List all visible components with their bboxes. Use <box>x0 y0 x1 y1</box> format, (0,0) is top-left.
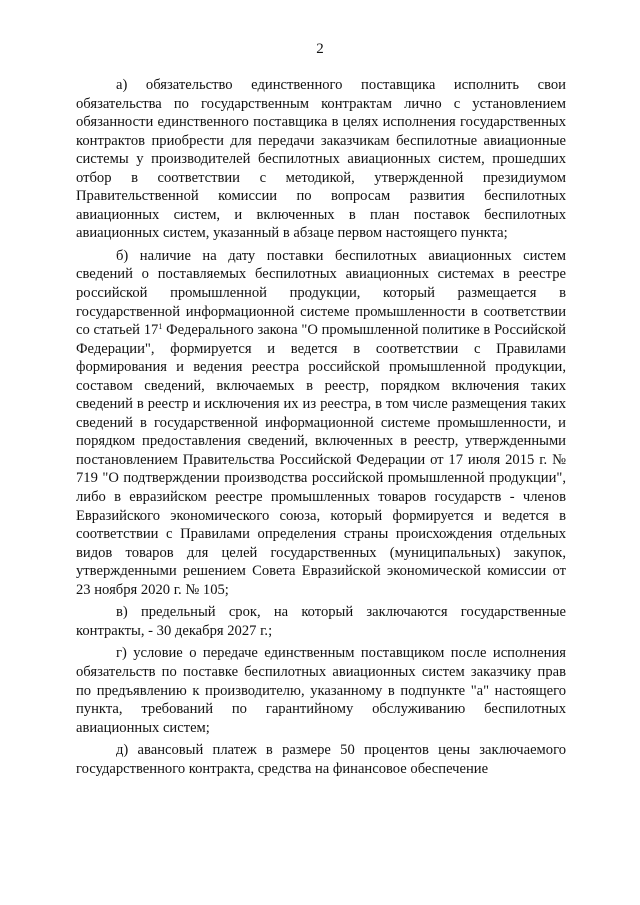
paragraph-b <box>76 247 566 599</box>
paragraph-g: г) условие о передаче единственным поставщиком после исполнения обязательств по поставке беспилотных авиационных систем заказчику прав по предъявлению к производителю, указанному в подпункте "а" настоящего пункта, требований по гарантийному обслуживанию беспилотных авиационных систем; <box>76 645 566 736</box>
paragraph-b-text-2: Федерального закона "О промышленной политике в Российской Федерации", формируется и ведется в соответствии с Правилами формирования и ведения реестра российской промышленной продукции, составом сведений, включаемых в реестр, порядком включения таких сведений в реестр и исключения их из реестра, в том числе размещения таких сведений в государственной информационной системе промышленности, и порядком предоставления сведений, включенных в реестр, утвержденными постановлением Правительства Российской Федерации от 17 июля 2015 г. № 719 "О подтверждении производства российской промышленной продукции", либо в евразийском реестре промышленных товаров государств - членов Евразийского экономического союза, который формируется и ведется в соответствии с Правилами определения страны происхождения отдельных видов товаров для целей государственных (муниципальных) закупок, утвержденными решением Совета Евразийской экономической комиссии от 23 ноября 2020 г. № 105; <box>76 322 566 598</box>
superscript-mark: 1 <box>158 322 163 332</box>
paragraph-d: д) авансовый платеж в размере 50 процентов цены заключаемого государственного контракта, средства на финансовое обеспечение <box>76 742 566 777</box>
document-body <box>76 76 566 778</box>
page-number: 2 <box>316 41 324 57</box>
paragraph-b-text-1: б) наличие на дату поставки беспилотных авиационных систем сведений о поставляемых беспилотных авиационных системах в реестре российской промышленной продукции, который размещается в государственной информационной системе промышленности в соответствии со статьей 17 <box>76 247 566 339</box>
paragraph-v: в) предельный срок, на который заключаются государственные контракты, - 30 декабря 2027 г.; <box>76 604 566 639</box>
paragraph-a: а) обязательство единственного поставщика исполнить свои обязательства по государственным контрактам лично с установлением обязанности единственного поставщика в целях исполнения государственных контрактов приобрести для передачи заказчикам беспилотные авиационные системы у производителей беспилотных авиационных систем, прошедших отбор в соответствии с методикой, утвержденной президиумом Правительственной комиссии по вопросам развития беспилотных авиационных систем, и включенных в план поставок беспилотных авиационных систем, указанный в абзаце первом настоящего пункта; <box>76 77 566 242</box>
